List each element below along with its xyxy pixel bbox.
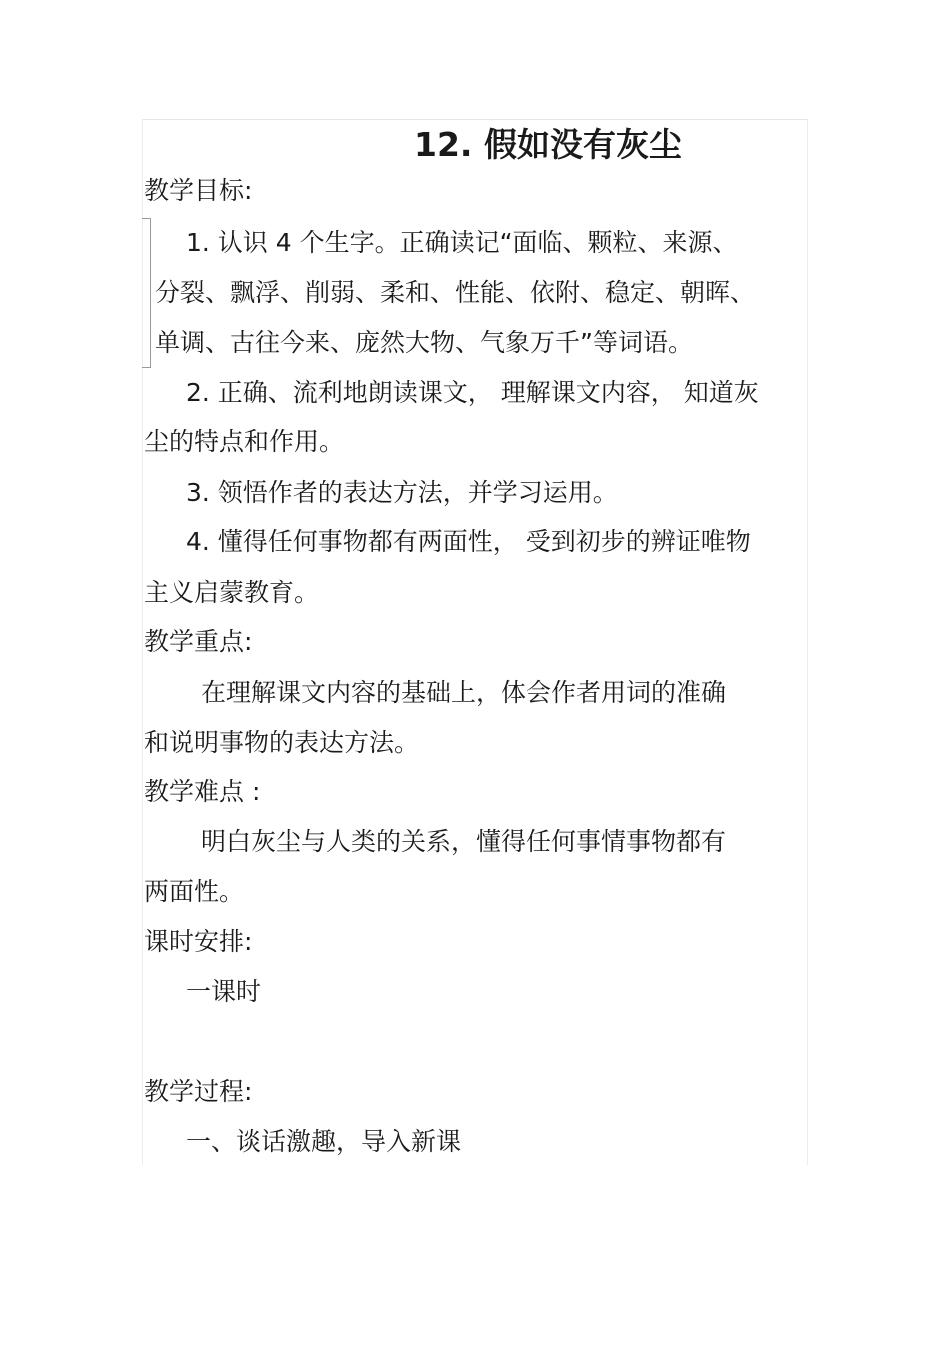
difficulty-line-1: 明白灰尘与人类的关系，懂得任何事情事物都有 — [201, 827, 727, 856]
margin-bracket — [142, 218, 151, 368]
goal-2-line-2: 尘的特点和作用。 — [144, 427, 345, 456]
goal-4-line-2: 主义启蒙教育。 — [144, 578, 320, 607]
document-title: 12. 假如没有灰尘 — [414, 125, 682, 164]
goal-4-line-1: 4. 懂得任何事物都有两面性， 受到初步的辨证唯物 — [186, 527, 751, 556]
heading-process: 教学过程: — [144, 1077, 253, 1106]
heading-schedule: 课时安排: — [144, 927, 253, 956]
heading-goals: 教学目标: — [144, 176, 253, 205]
key-line-1: 在理解课文内容的基础上，体会作者用词的准确 — [201, 678, 727, 707]
heading-key-points: 教学重点: — [144, 627, 253, 656]
goal-1-line-2: 分裂、飘浮、削弱、柔和、性能、依附、稳定、朝晖、 — [155, 278, 756, 307]
process-step-1: 一、谈话激趣，导入新课 — [186, 1127, 462, 1156]
difficulty-line-2: 两面性。 — [144, 877, 245, 906]
goal-2-line-1: 2. 正确、流利地朗读课文， 理解课文内容， 知道灰 — [186, 378, 759, 407]
heading-difficulty: 教学难点 : — [144, 777, 261, 806]
goal-1-line-1: 1. 认识 4 个生字。正确读记“面临、颗粒、来源、 — [186, 228, 738, 257]
goal-3-line-1: 3. 领悟作者的表达方法，并学习运用。 — [186, 478, 618, 507]
key-line-2: 和说明事物的表达方法。 — [144, 728, 420, 757]
schedule-value: 一课时 — [186, 977, 262, 1006]
goal-1-line-3: 单调、古往今来、庞然大物、气象万千”等词语。 — [155, 328, 693, 357]
